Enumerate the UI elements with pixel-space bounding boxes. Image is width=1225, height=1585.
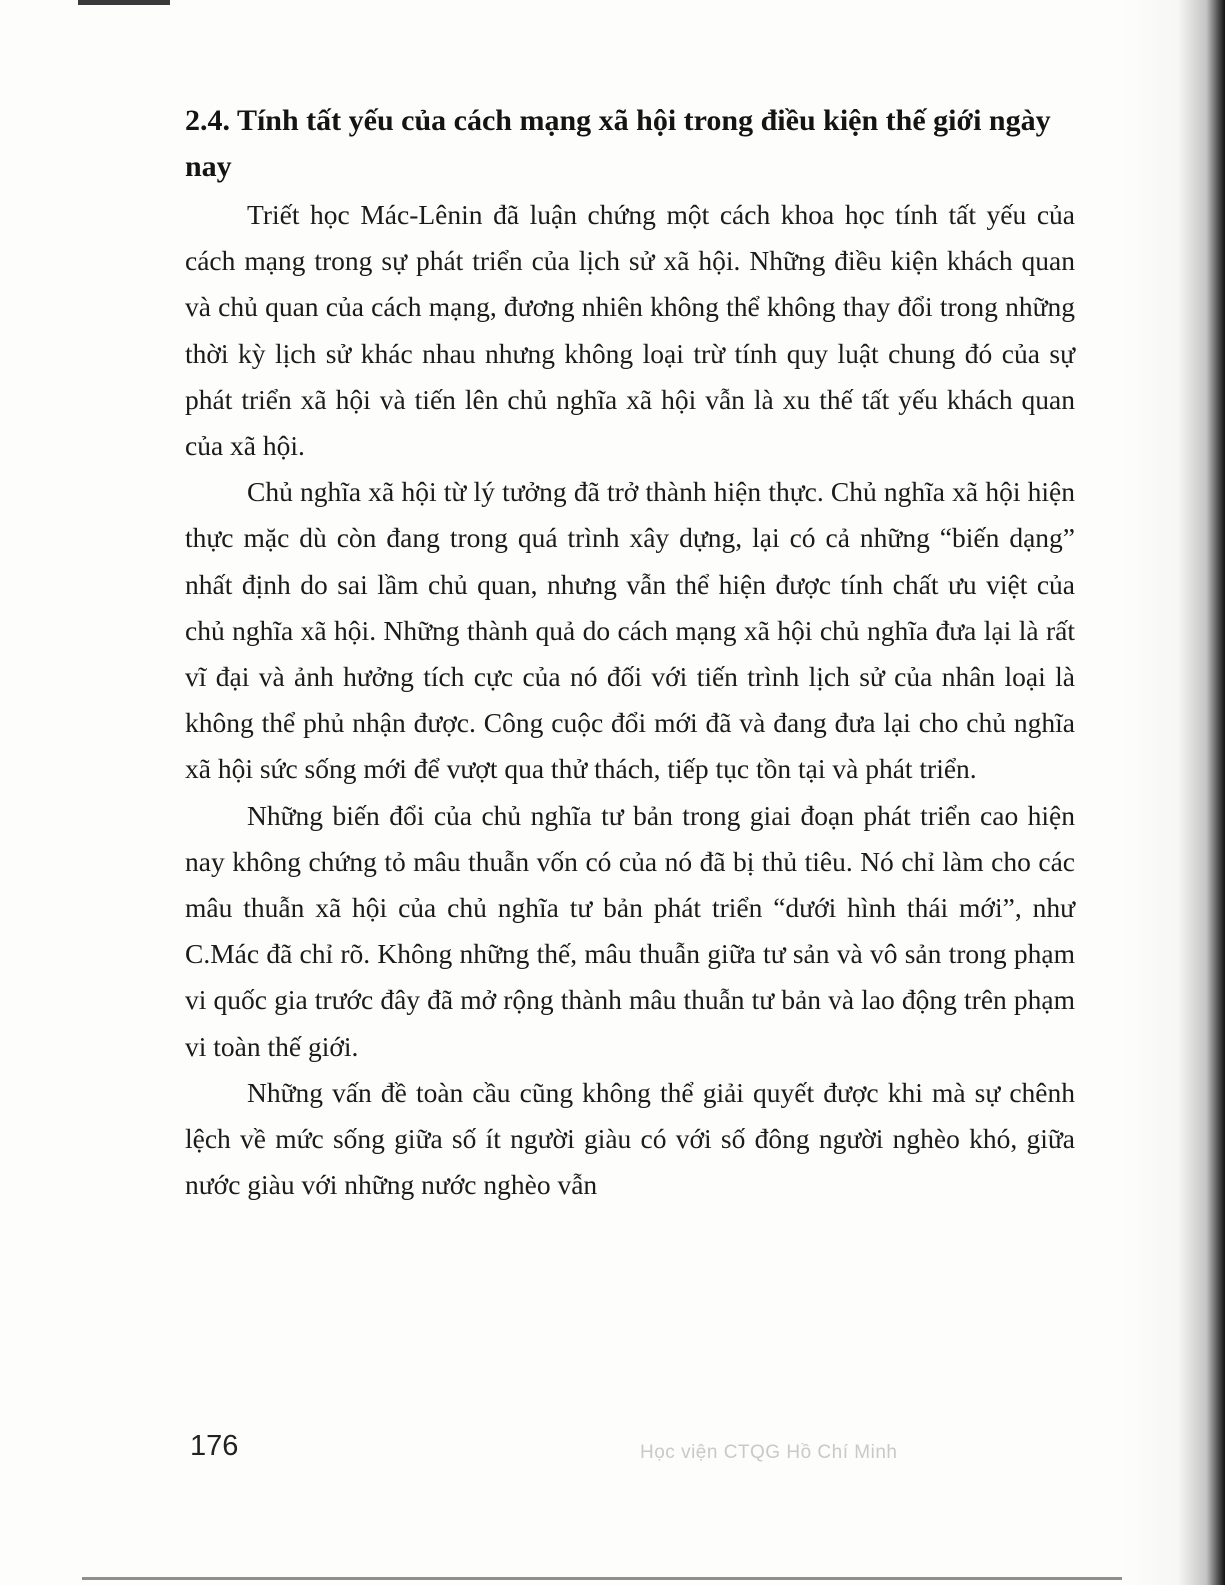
- paragraph-4: Những vấn đề toàn cầu cũng không thể giải quyết được khi mà sự chênh lệch về mức sống giữa số ít người giàu có với số đông người nghèo khó, giữa nước giàu với những nước nghèo vẫn: [185, 1076, 1075, 1201]
- page-binding-shadow: [1121, 0, 1225, 1585]
- section-heading: 2.4. Tính tất yếu của cách mạng xã hội trong điều kiện thế giới ngày nay: [185, 104, 1051, 183]
- paragraph-1: Triết học Mác-Lênin đã luận chứng một cách khoa học tính tất yếu của cách mạng trong sự phát triển của lịch sử xã hội. Những điều kiện khách quan và chủ quan của cách mạng, đương nhiên không thể không thay đổi trong những thời kỳ lịch sử khác nhau nhưng không loại trừ tính quy luật chung đó của sự phát triển xã hội và tiến lên chủ nghĩa xã hội vẫn là xu thế tất yếu khách quan của xã hội.: [185, 199, 1075, 462]
- page-number: 176: [190, 1430, 239, 1462]
- paragraph-3: Những biến đổi của chủ nghĩa tư bản trong giai đoạn phát triển cao hiện nay không chứng tỏ mâu thuẫn vốn có của nó đã bị thủ tiêu. Nó chỉ làm cho các mâu thuẫn xã hội của chủ nghĩa tư bản phát triển “dưới hình thái mới”, như C.Mác đã chỉ rõ. Không những thế, mâu thuẫn giữa tư sản và vô sản trong phạm vi quốc gia trước đây đã mở rộng thành mâu thuẫn tư bản và lao động trên phạm vi toàn thế giới.: [185, 799, 1075, 1062]
- paragraph-2: Chủ nghĩa xã hội từ lý tưởng đã trở thành hiện thực. Chủ nghĩa xã hội hiện thực mặc dù còn đang trong quá trình xây dựng, lại có cả những “biến dạng” nhất định do sai lầm chủ quan, nhưng vẫn thể hiện được tính chất ưu việt của chủ nghĩa xã hội. Những thành quả do cách mạng xã hội chủ nghĩa đưa lại là rất vĩ đại và ảnh hưởng tích cực của nó đối với tiến trình lịch sử của nhân loại là không thể phủ nhận được. Công cuộc đổi mới đã và đang đưa lại cho chủ nghĩa xã hội sức sống mới để vượt qua thử thách, tiếp tục tồn tại và phát triển.: [185, 476, 1075, 785]
- page-body: [185, 98, 1075, 1208]
- library-watermark: Học viện CTQG Hồ Chí Minh: [640, 1442, 898, 1463]
- scan-bottom-edge: [82, 1577, 1122, 1580]
- scan-edge-mark: [78, 0, 170, 5]
